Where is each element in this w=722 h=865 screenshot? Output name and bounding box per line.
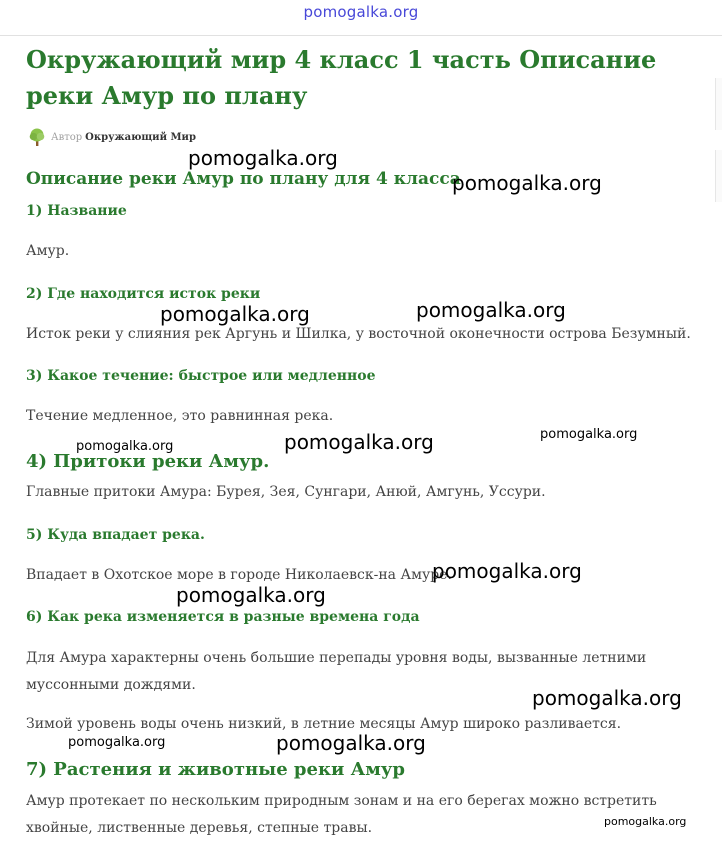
section-paragraph: Амур протекает по нескольким природным зонам и на его берегах можно встретить хвойные, лиственные деревья, степные травы. [26, 793, 657, 836]
watermark: pomogalka.org [76, 439, 174, 454]
site-watermark: pomogalka.org [303, 3, 419, 21]
section-heading: 6) Как река изменяется в разные времена года [26, 609, 420, 625]
author-label: Автор [51, 131, 83, 143]
watermark: pomogalka.org [68, 735, 166, 750]
author-line [27, 127, 196, 147]
sidebar-edge [715, 150, 722, 202]
section-paragraph: Для Амура характерны очень большие перепады уровня воды, вызванные летними муссонными дождями. [26, 650, 647, 693]
watermark: pomogalka.org [176, 583, 326, 607]
tree-icon [27, 127, 47, 147]
watermark: pomogalka.org [452, 171, 602, 195]
watermark: pomogalka.org [160, 302, 310, 326]
author-link[interactable]: Окружающий Мир [85, 131, 196, 143]
section-paragraph: Амур. [26, 243, 70, 259]
section-heading: 5) Куда впадает река. [26, 527, 205, 543]
watermark: pomogalka.org [276, 731, 426, 755]
watermark: pomogalka.org [540, 427, 638, 442]
watermark: pomogalka.org [416, 298, 566, 322]
section-paragraph: Впадает в Охотское море в городе Николаевск-на Амуре. [26, 567, 452, 583]
article-title: Окружающий мир 4 класс 1 часть Описание реки Амур по плану [26, 45, 657, 110]
section-heading: 4) Притоки реки Амур. [26, 451, 270, 472]
section-heading: 1) Название [26, 203, 127, 219]
section-heading: 3) Какое течение: быстрое или медленное [26, 368, 376, 384]
sidebar-edge [715, 78, 722, 130]
section-paragraph: Главные притоки Амура: Бурея, Зея, Сунгари, Анюй, Амгунь, Уссури. [26, 484, 546, 500]
header-divider [0, 35, 722, 36]
article-heading: Описание реки Амур по плану для 4 класса [26, 169, 461, 189]
section-heading: 7) Растения и животные реки Амур [26, 759, 405, 780]
section-paragraph: Течение медленное, это равнинная река. [26, 408, 334, 424]
watermark: pomogalka.org [532, 686, 682, 710]
watermark: pomogalka.org [604, 815, 687, 828]
watermark: pomogalka.org [188, 146, 338, 170]
section-paragraph: Исток реки у слияния рек Аргунь и Шилка, у восточной оконечности острова Безумный. [26, 326, 691, 342]
section-heading: 2) Где находится исток реки [26, 286, 261, 302]
watermark: pomogalka.org [284, 430, 434, 454]
section-paragraph: Зимой уровень воды очень низкий, в летние месяцы Амур широко разливается. [26, 716, 622, 732]
watermark: pomogalka.org [432, 559, 582, 583]
